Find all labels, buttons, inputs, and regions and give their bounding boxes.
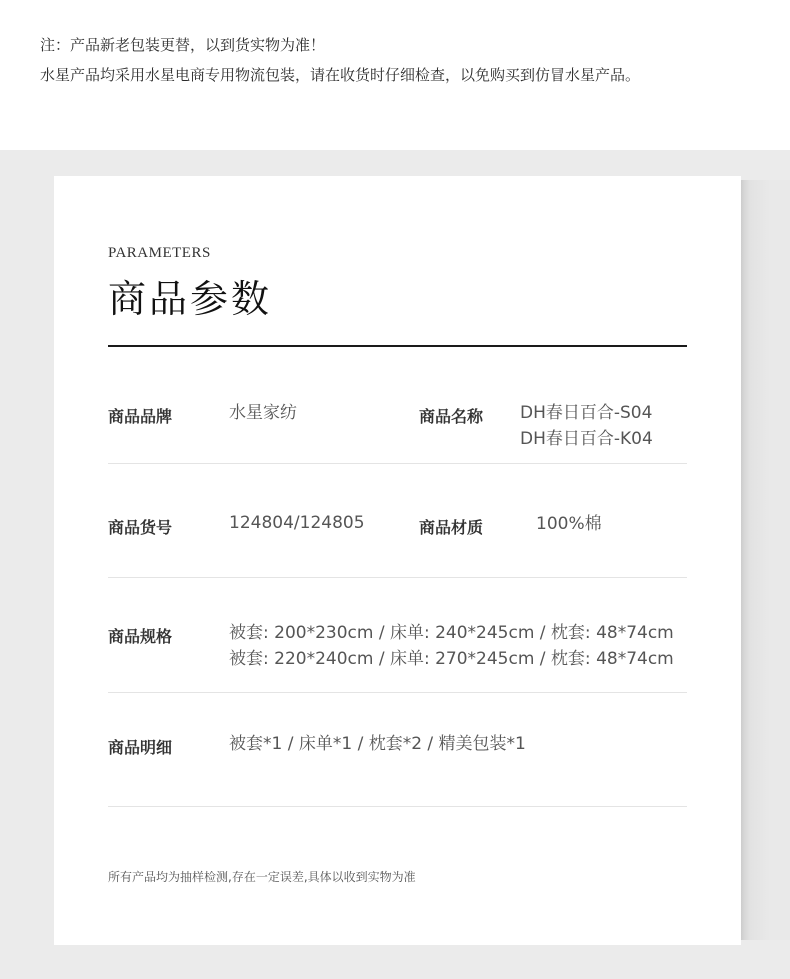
product-name-line-2: DH春日百合-K04 [520, 429, 653, 449]
contents-label: 商品明细 [108, 738, 173, 757]
parameters-heading-cn: 商品参数 [108, 277, 273, 321]
row-divider-2 [108, 577, 687, 578]
spec-line-2: 被套: 220*240cm / 床单: 270*245cm / 枕套: 48*74cm [229, 649, 674, 669]
heading-divider [108, 345, 687, 347]
spec-line-1: 被套: 200*230cm / 床单: 240*245cm / 枕套: 48*74cm [229, 623, 674, 643]
spec-value [229, 620, 674, 672]
card-shadow [740, 180, 790, 940]
product-name-label: 商品名称 [419, 407, 484, 426]
notice-line-1: 注：产品新老包装更替，以到货实物为准！ [40, 36, 326, 54]
spec-label: 商品规格 [108, 627, 173, 646]
item-number-label: 商品货号 [108, 518, 173, 537]
item-number-value: 124804/124805 [229, 513, 365, 533]
row-divider-4 [108, 806, 687, 807]
parameters-card [54, 176, 741, 945]
brand-label: 商品品牌 [108, 407, 173, 426]
material-label: 商品材质 [419, 518, 484, 537]
notice-text [40, 30, 640, 90]
product-name-value [520, 400, 653, 452]
row-divider-3 [108, 692, 687, 693]
material-value: 100%棉 [536, 514, 602, 534]
row-divider-1 [108, 463, 687, 464]
notice-line-2: 水星产品均采用水星电商专用物流包装，请在收货时仔细检查，以免购买到仿冒水星产品。 [40, 66, 641, 84]
contents-value: 被套*1 / 床单*1 / 枕套*2 / 精美包装*1 [229, 734, 526, 754]
product-name-line-1: DH春日百合-S04 [520, 403, 653, 423]
parameters-heading-en: PARAMETERS [108, 245, 211, 261]
brand-value: 水星家纺 [229, 403, 297, 423]
disclaimer-footnote: 所有产品均为抽样检测,存在一定误差,具体以收到实物为准 [108, 870, 416, 884]
